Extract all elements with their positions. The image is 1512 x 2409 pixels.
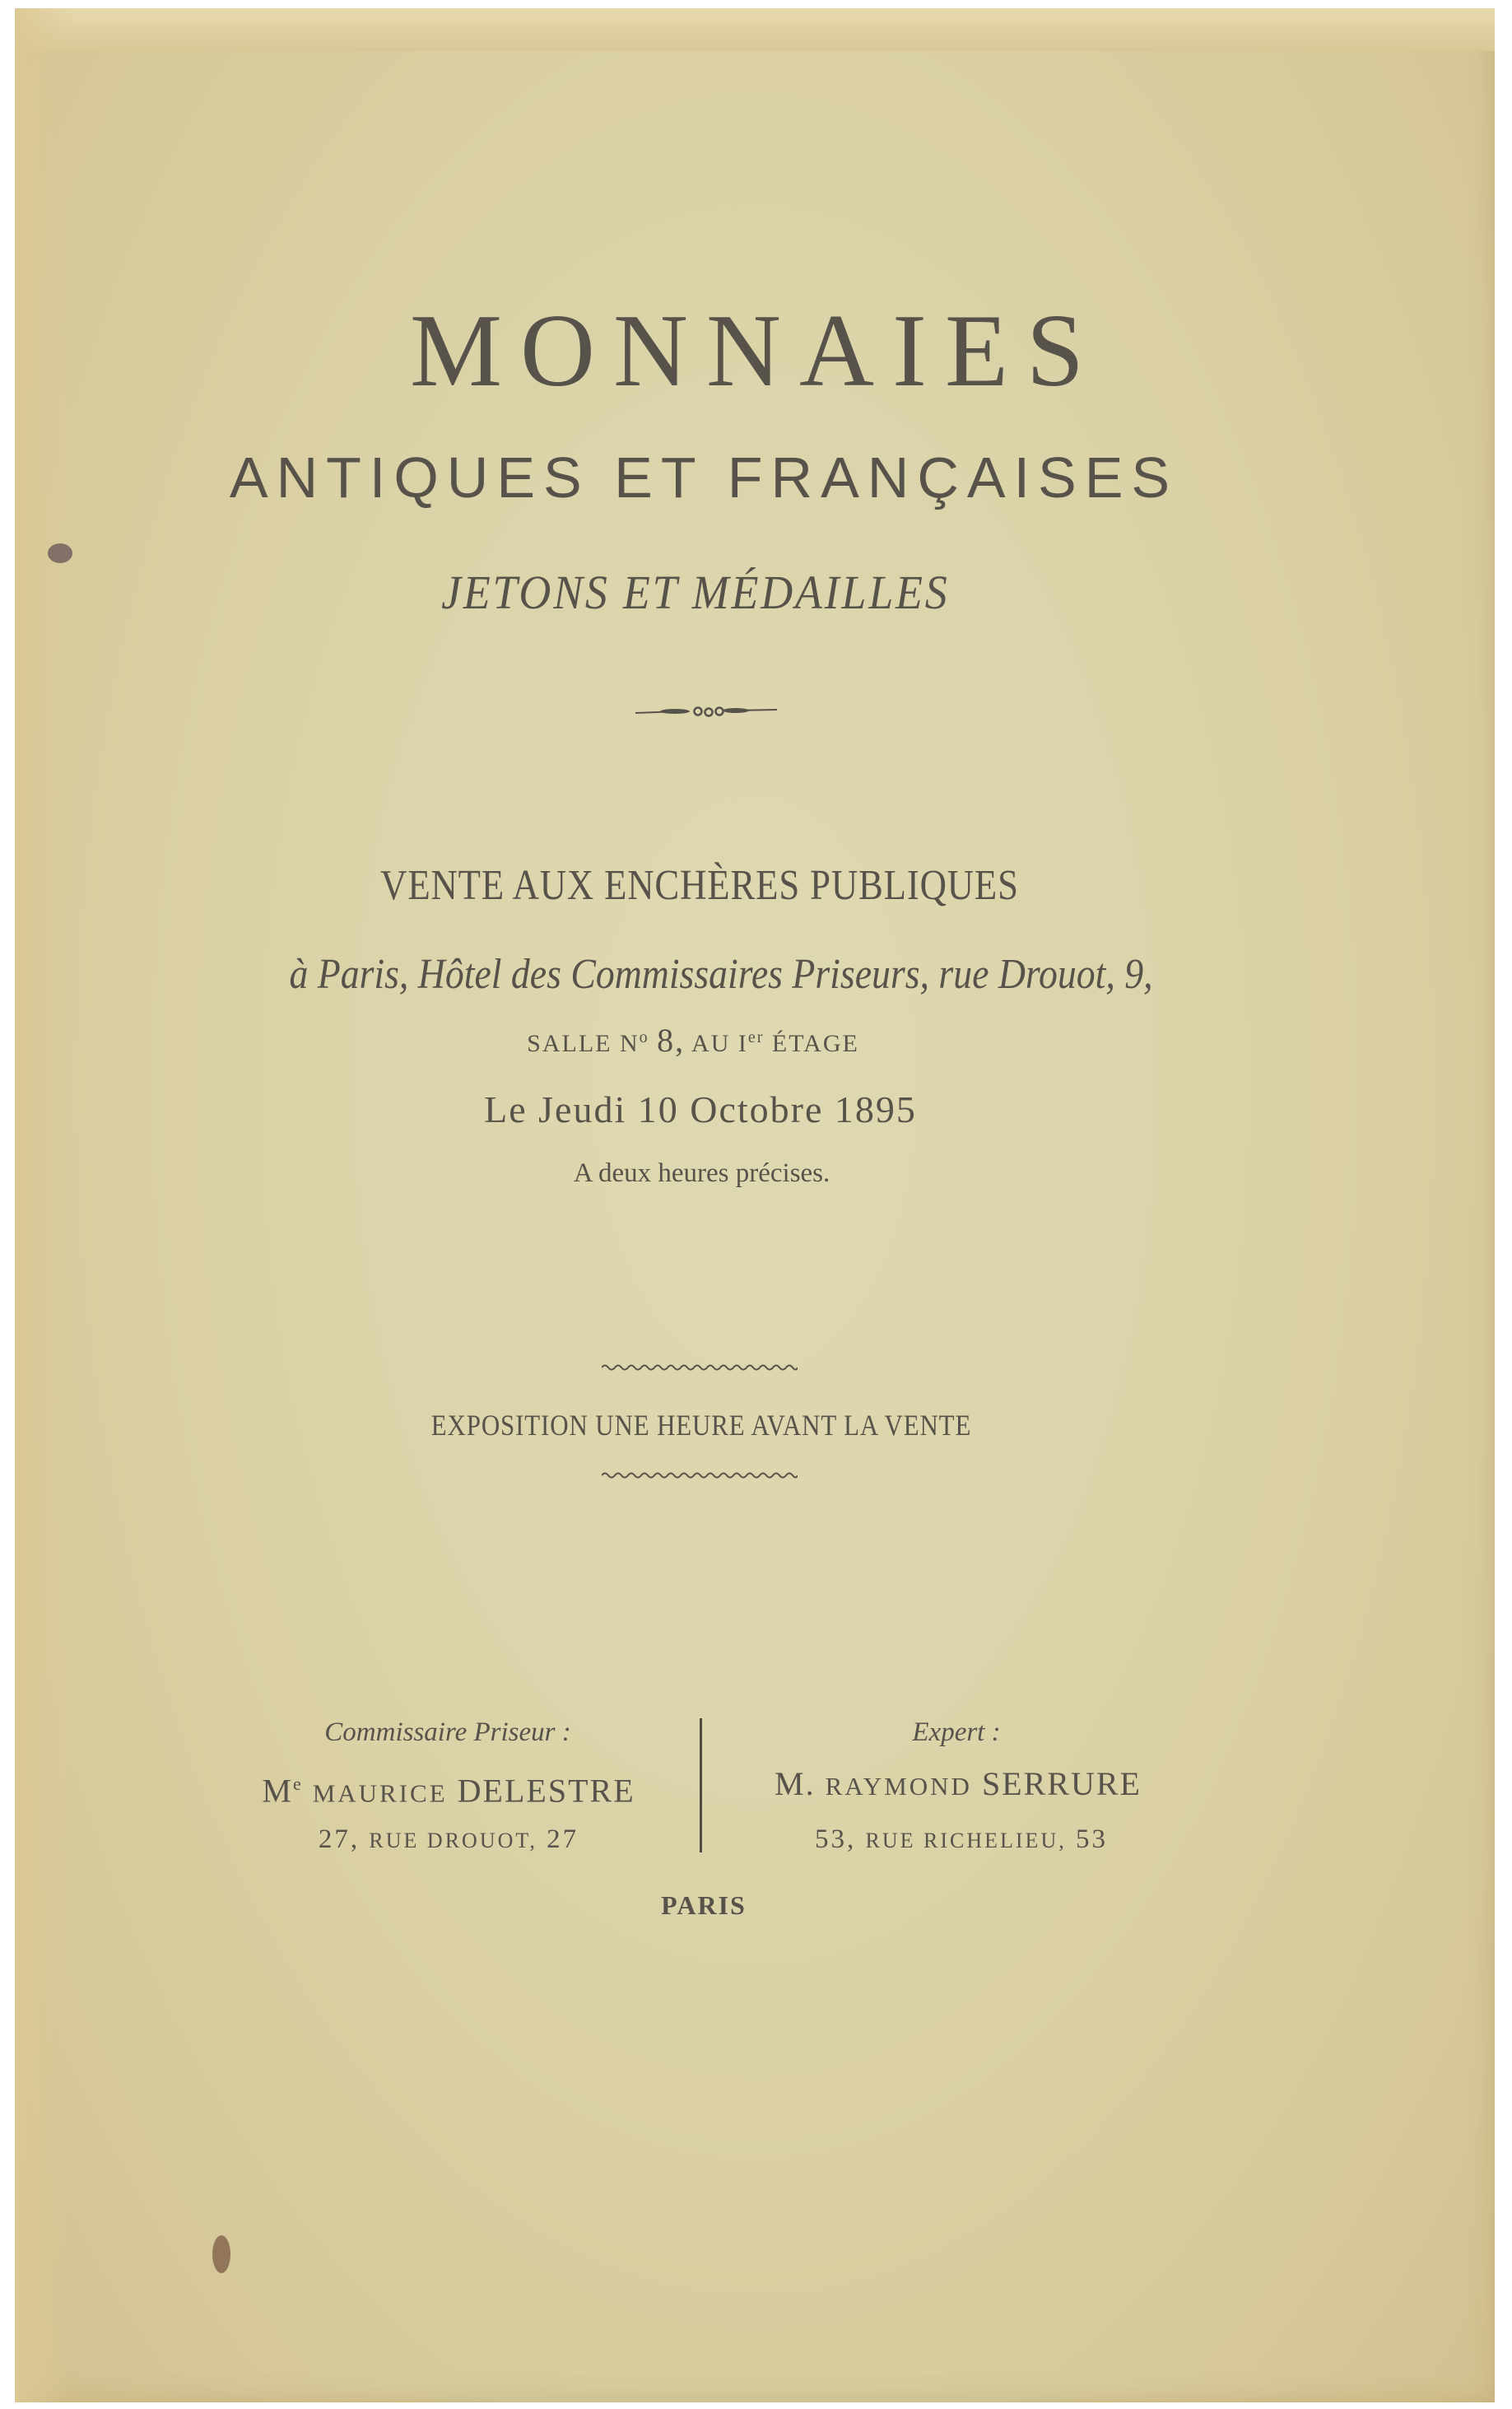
- cover-subtitle-italic: JETONS ET MÉDAILLES: [441, 566, 950, 619]
- room-number: 8,: [657, 1022, 686, 1059]
- sale-date: Le Jeudi 10 Octobre 1895: [484, 1088, 917, 1130]
- exhibition-notice: EXPOSITION UNE HEURE AVANT LA VENTE: [430, 1409, 972, 1442]
- auctioneer-first-name: MAURICE: [312, 1778, 448, 1808]
- ornament-rule-icon: [634, 701, 779, 723]
- sale-room: [0, 1021, 1386, 1060]
- stain-mark: [212, 2235, 230, 2273]
- cover-subtitle: ANTIQUES ET FRANÇAISES: [229, 445, 1179, 510]
- stain-mark: [48, 543, 72, 563]
- auctioneer-last-name: DELESTRE: [457, 1772, 635, 1810]
- publisher-city: PARIS: [661, 1890, 747, 1920]
- expert-title: M.: [775, 1765, 816, 1802]
- auctioneer-address-num: 27,: [318, 1824, 361, 1854]
- column-divider: [700, 1718, 702, 1852]
- expert-address-num-right: 53: [1075, 1824, 1108, 1854]
- auctioneer-address-street: RUE DROUOT,: [369, 1829, 537, 1852]
- auctioneer-name: [216, 1764, 682, 1813]
- expert-last-name: SERRURE: [981, 1765, 1142, 1802]
- sale-heading: VENTE AUX ENCHÈRES PUBLIQUES: [380, 862, 1019, 909]
- auctioneer-address: [275, 1823, 622, 1857]
- expert-role: Expert :: [912, 1717, 1001, 1747]
- cover-top-edge: [15, 8, 1495, 51]
- room-no-suffix: o: [639, 1028, 649, 1046]
- auctioneer-address-num-right: 27: [547, 1824, 579, 1854]
- sale-location: à Paris, Hôtel des Commissaires Priseurs, rue Drouot, 9,: [289, 951, 1153, 998]
- room-prefix: SALLE N: [527, 1030, 640, 1057]
- sale-time: A deux heures précises.: [573, 1158, 830, 1188]
- room-floor-word: ÉTAGE: [771, 1030, 859, 1057]
- auctioneer-role: Commissaire Priseur :: [324, 1717, 571, 1747]
- expert-address-street: RUE RICHELIEU,: [865, 1829, 1067, 1852]
- wavy-rule-icon: [602, 1470, 798, 1480]
- wavy-rule-icon: [602, 1363, 798, 1372]
- expert-address-num: 53,: [815, 1824, 857, 1854]
- room-floor-prefix: AU I: [691, 1030, 748, 1057]
- expert-name: [734, 1764, 1182, 1806]
- expert-first-name: RAYMOND: [825, 1772, 972, 1801]
- auctioneer-title-suffix: e: [292, 1773, 303, 1794]
- auctioneer-title: M: [262, 1772, 293, 1810]
- expert-address: [798, 1823, 1124, 1857]
- room-floor-suffix: er: [747, 1028, 765, 1046]
- cover-title: MONNAIES: [409, 294, 1102, 408]
